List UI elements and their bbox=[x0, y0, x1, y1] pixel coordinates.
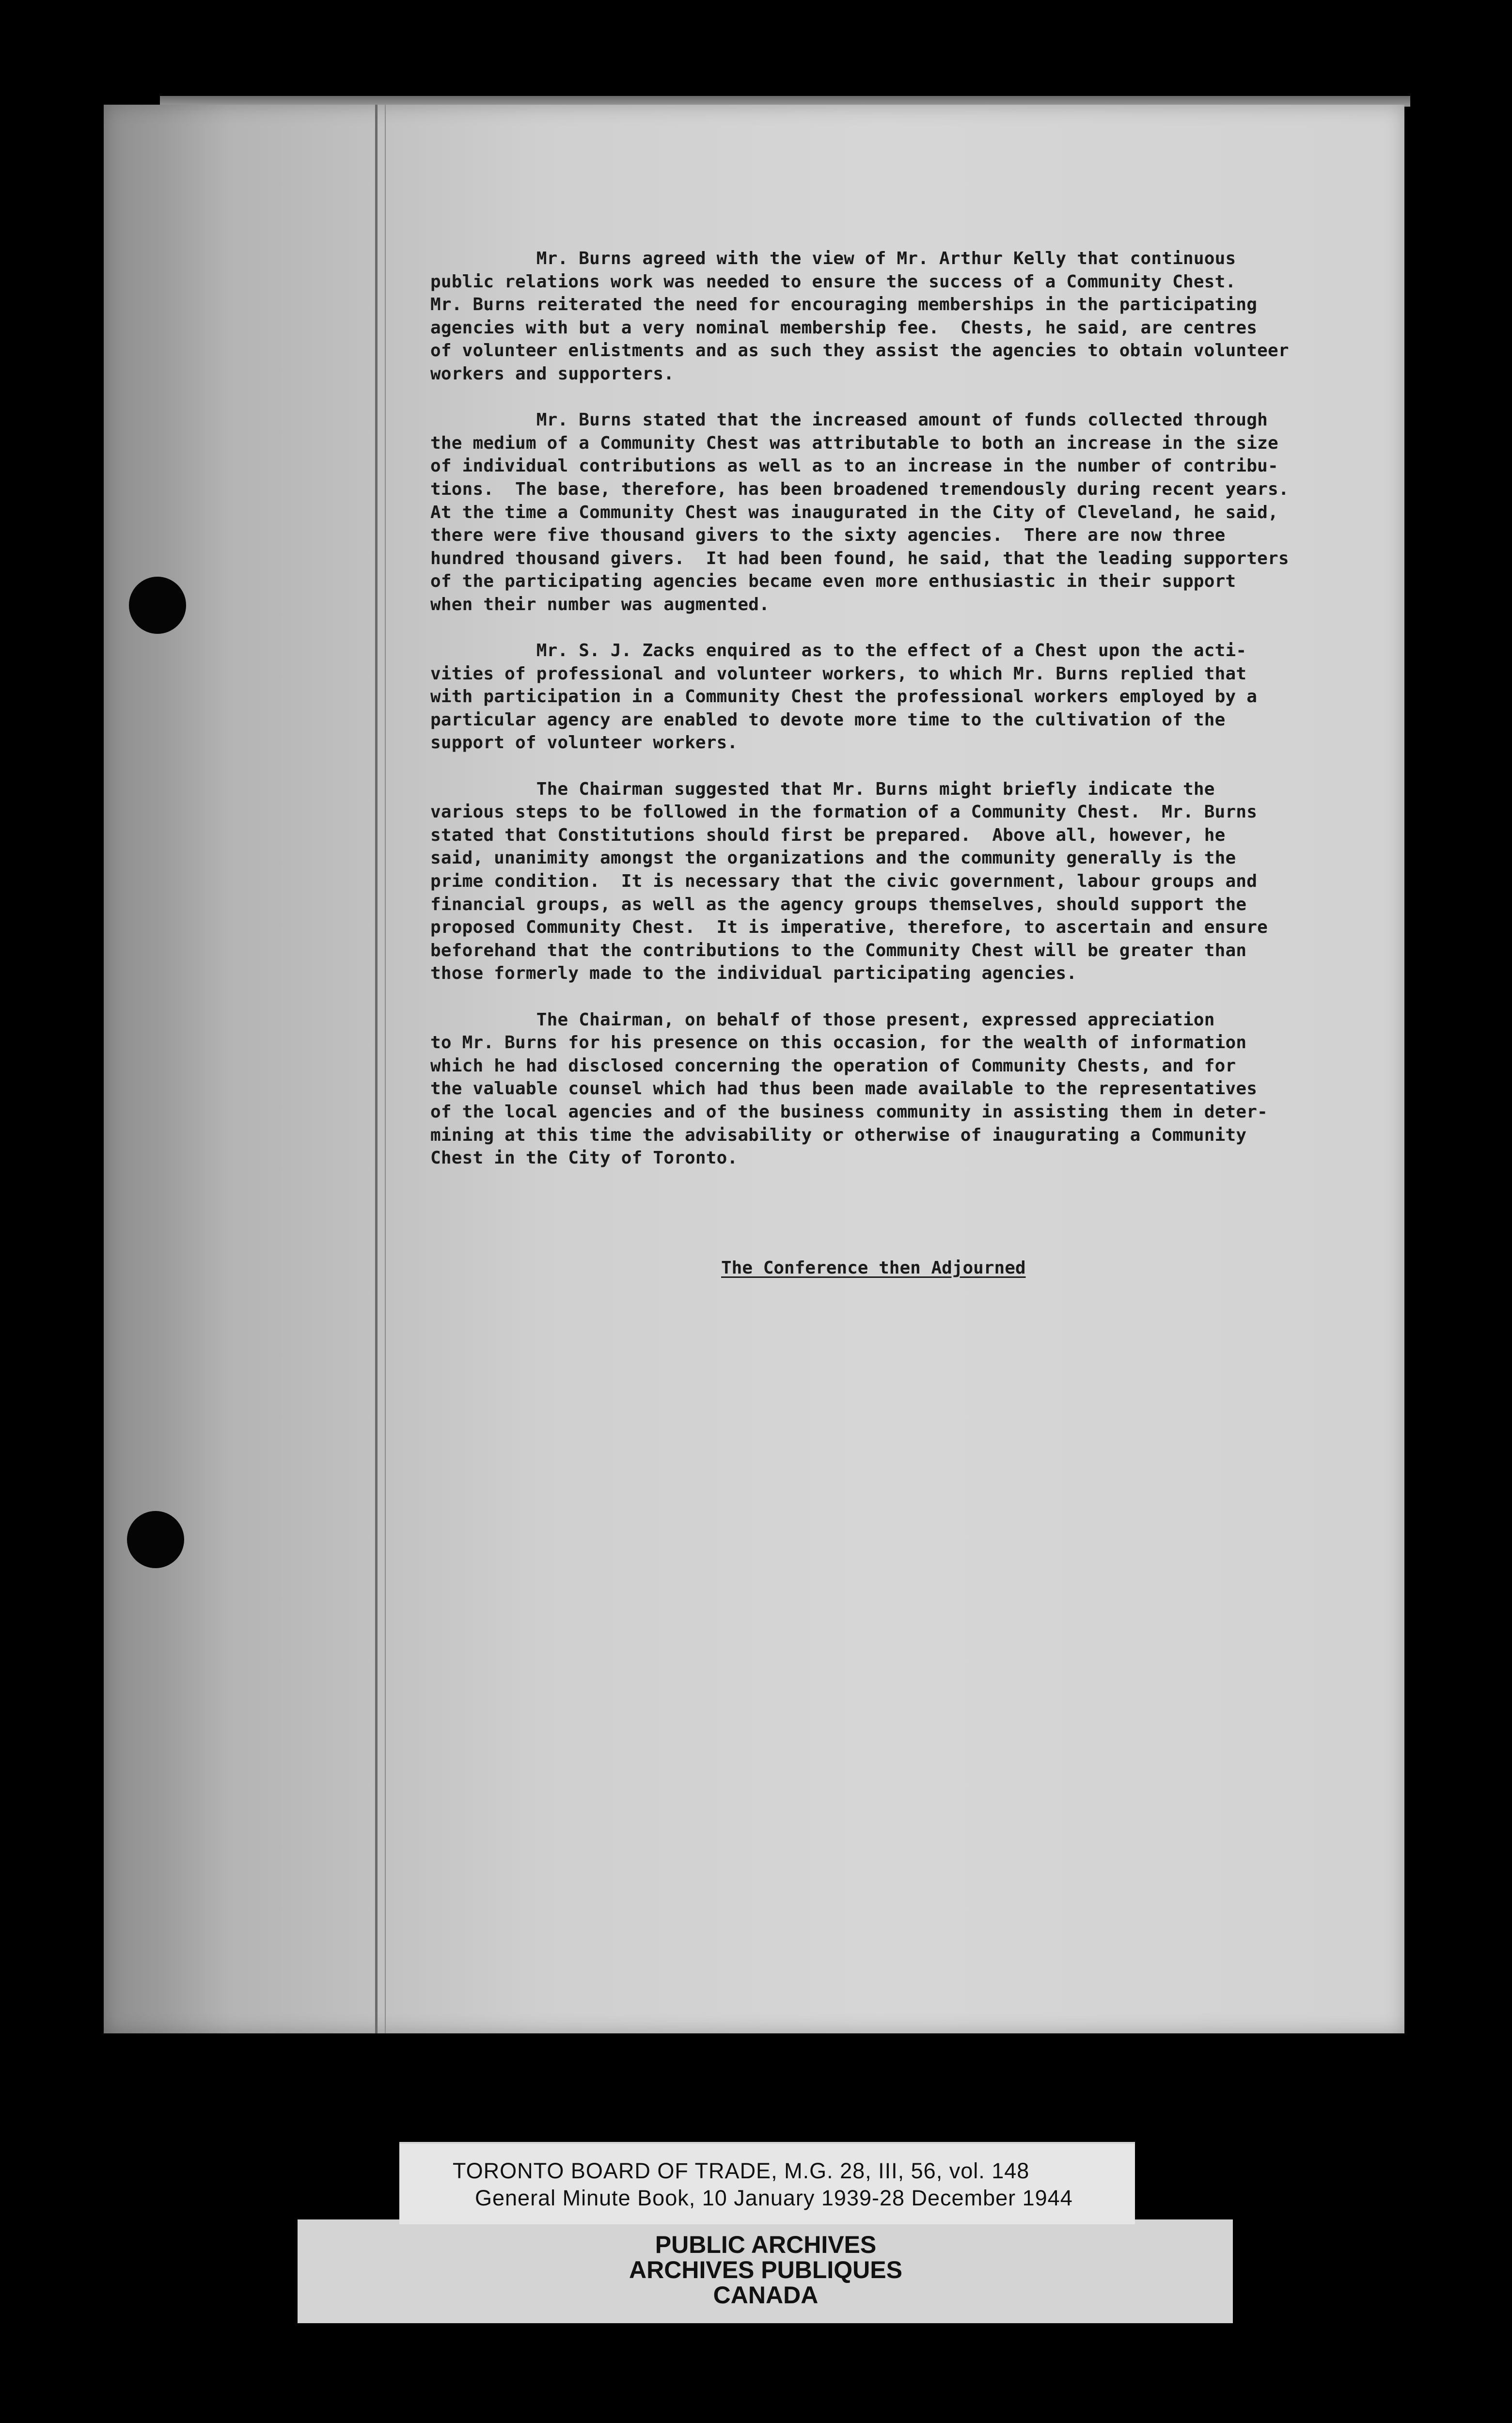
text-line: financial groups, as well as the agency groups themselves, should support the bbox=[430, 894, 1247, 914]
text-line: Mr. Burns reiterated the need for encouraging memberships in the participating bbox=[430, 295, 1258, 315]
minutes-paragraph bbox=[430, 639, 1370, 755]
text-line: workers and supporters. bbox=[430, 363, 675, 384]
text-line: of the participating agencies became even more enthusiastic in their support bbox=[430, 571, 1236, 592]
minutes-paragraph bbox=[430, 778, 1370, 985]
text-line: agencies with but a very nominal membership fee. Chests, he said, are centres bbox=[430, 317, 1258, 338]
archive-label-notch-left bbox=[298, 2142, 399, 2219]
archive-label-notch-right bbox=[1135, 2142, 1233, 2219]
text-line: public relations work was needed to ensure the success of a Community Chest. bbox=[430, 271, 1236, 292]
archives-stamp-line-1: PUBLIC ARCHIVES bbox=[655, 2231, 877, 2258]
adjournment-line: The Conference then Adjourned bbox=[721, 1258, 1026, 1278]
minutes-paragraph bbox=[430, 409, 1370, 616]
text-line: with participation in a Community Chest the professional workers employed by a bbox=[430, 687, 1258, 707]
text-line: The Chairman suggested that Mr. Burns might briefly indicate the bbox=[430, 779, 1215, 799]
text-line: At the time a Community Chest was inaugurated in the City of Cleveland, he said, bbox=[430, 502, 1278, 522]
text-line: there were five thousand givers to the sixty agencies. There are now three bbox=[430, 525, 1226, 546]
text-line: stated that Constitutions should first be prepared. Above all, however, he bbox=[430, 825, 1226, 845]
text-line: beforehand that the contributions to the Community Chest will be greater than bbox=[430, 940, 1247, 960]
minutes-paragraph bbox=[430, 1008, 1370, 1170]
binding-margin-line-inner bbox=[385, 105, 386, 2033]
reference-line-1: TORONTO BOARD OF TRADE, M.G. 28, III, 56, vol. 148 bbox=[453, 2158, 1030, 2183]
text-line: when their number was augmented. bbox=[430, 594, 770, 614]
text-line: to Mr. Burns for his presence on this occasion, for the wealth of information bbox=[430, 1033, 1247, 1053]
text-line: mining at this time the advisability or otherwise of inaugurating a Community bbox=[430, 1125, 1247, 1145]
text-line: support of volunteer workers. bbox=[430, 733, 738, 753]
binding-margin-line bbox=[375, 105, 378, 2033]
text-line: vities of professional and volunteer workers, to which Mr. Burns replied that bbox=[430, 663, 1247, 684]
text-line: Chest in the City of Toronto. bbox=[430, 1148, 738, 1168]
text-line: hundred thousand givers. It had been found, he said, that the leading supporters bbox=[430, 548, 1289, 568]
reference-line-2: General Minute Book, 10 January 1939-28 December 1944 bbox=[475, 2186, 1073, 2210]
text-line: tions. The base, therefore, has been broadened tremendously during recent years. bbox=[430, 479, 1289, 499]
text-line: prime condition. It is necessary that the civic government, labour groups and bbox=[430, 871, 1258, 892]
text-line: those formerly made to the individual participating agencies. bbox=[430, 963, 1077, 984]
text-line: the valuable counsel which had thus been made available to the representatives bbox=[430, 1079, 1258, 1099]
text-line: of the local agencies and of the business community in assisting them in deter- bbox=[430, 1101, 1268, 1122]
text-line: which he had disclosed concerning the operation of Community Chests, and for bbox=[430, 1055, 1236, 1076]
text-line: of volunteer enlistments and as such they assist the agencies to obtain volunteer bbox=[430, 341, 1289, 361]
text-line: proposed Community Chest. It is imperative, therefore, to ascertain and ensure bbox=[430, 917, 1268, 938]
text-line: of individual contributions as well as to an increase in the number of contribu- bbox=[430, 456, 1278, 476]
archive-reference-box bbox=[399, 2144, 1135, 2224]
text-line: Mr. Burns stated that the increased amount of funds collected through bbox=[430, 410, 1268, 430]
archives-stamp-line-3: CANADA bbox=[713, 2281, 819, 2309]
punch-hole-top bbox=[129, 577, 186, 634]
minutes-body-text bbox=[430, 247, 1370, 1193]
punch-hole-bottom bbox=[127, 1511, 184, 1568]
text-line: various steps to be followed in the formation of a Community Chest. Mr. Burns bbox=[430, 802, 1258, 822]
text-line: the medium of a Community Chest was attributable to both an increase in the size bbox=[430, 433, 1278, 453]
text-line: The Chairman, on behalf of those present, expressed appreciation bbox=[430, 1009, 1215, 1030]
text-line: Mr. S. J. Zacks enquired as to the effect of a Chest upon the acti- bbox=[430, 641, 1247, 661]
minutes-paragraph bbox=[430, 247, 1370, 386]
text-line: said, unanimity amongst the organizations and the community generally is the bbox=[430, 848, 1236, 868]
archives-stamp-line-2: ARCHIVES PUBLIQUES bbox=[629, 2256, 902, 2283]
text-line: Mr. Burns agreed with the view of Mr. Arthur Kelly that continuous bbox=[430, 249, 1236, 268]
text-line: particular agency are enabled to devote more time to the cultivation of the bbox=[430, 709, 1226, 730]
